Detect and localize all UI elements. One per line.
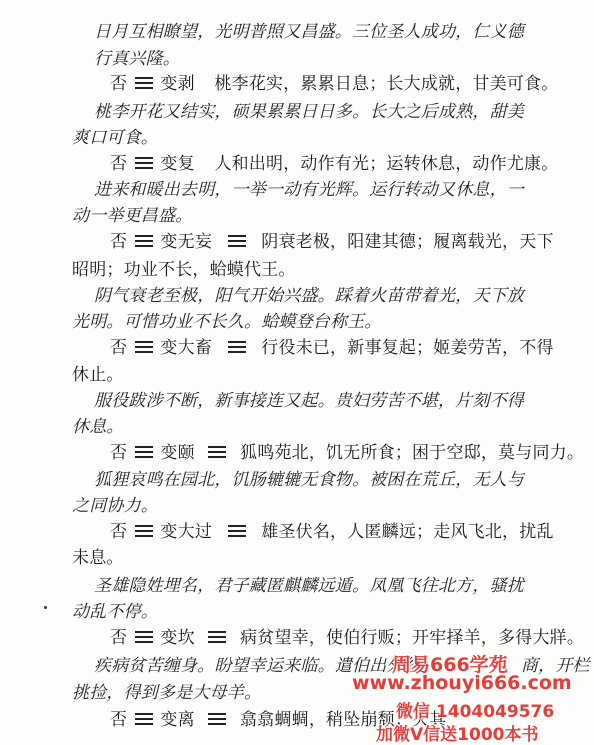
- hexagram-label: 否: [110, 338, 128, 358]
- verse-text: 桃李花实，累累日息；长大成就，甘美可食。: [214, 74, 559, 94]
- verse-text: 翕翕蜩蜩，稍坠崩颓；灭其: [240, 710, 447, 730]
- hexagram-name: 变颐: [160, 443, 195, 463]
- verse-line: [110, 74, 594, 94]
- hexagram-name: 变大过: [160, 522, 213, 542]
- verse-line: [110, 522, 594, 542]
- hexagram-symbol: [135, 341, 153, 354]
- hexagram-symbol-2: [228, 525, 246, 538]
- hexagram-label: 否: [110, 154, 128, 174]
- hexagram-symbol-2: [208, 631, 226, 644]
- watermark-site-name: 周易666学苑: [392, 654, 508, 676]
- verse-text: 阴衰老极，阳建其德；履离载光，天下: [261, 232, 554, 252]
- verse-line: 昭明；功业不长，蛤蟆代王。: [72, 260, 296, 280]
- hexagram-symbol-2: [228, 341, 246, 354]
- hexagram-name: 变离: [160, 710, 195, 730]
- hexagram-name: 变无妄: [160, 232, 213, 252]
- verse-line: 未息。: [72, 548, 124, 568]
- verse-text: 雄圣伏名，人匿麟远；走风飞北，扰乱: [261, 522, 554, 542]
- hexagram-symbol: [135, 446, 153, 459]
- text-line: 桃李开花又结实，硕果累累日日多。长大之后成熟，甜美: [94, 102, 524, 122]
- text-line: 动乱不停。: [72, 602, 158, 622]
- text-line: 光明。可惜功业不长久。蛤蟆登台称王。: [72, 312, 382, 332]
- hexagram-symbol: [135, 525, 153, 538]
- hexagram-label: 否: [110, 443, 128, 463]
- verse-text: 狐鸣苑北，饥无所食；困于空邸，莫与同力。: [240, 443, 585, 463]
- verse-line: [110, 232, 594, 252]
- hexagram-symbol: [135, 631, 153, 644]
- watermark-wechat: 微信 1404049576: [396, 702, 555, 722]
- text-line: 进来和暖出去明，一举一动有光辉。运行转动又休息，一: [94, 180, 524, 200]
- verse-text: 行役未已，新事复起；姬姜劳苦，不得: [261, 338, 554, 358]
- hexagram-symbol: [135, 77, 153, 90]
- text-fragment: 商，开栏: [520, 656, 590, 676]
- watermark-promo: 加微V信送1000本书: [376, 725, 539, 745]
- hexagram-label: 否: [110, 628, 128, 648]
- hexagram-symbol-2: [208, 446, 226, 459]
- watermark-url: www.zhouyi666.com: [352, 672, 572, 694]
- hexagram-symbol-2: [208, 713, 226, 726]
- hexagram-symbol-2: [228, 235, 246, 248]
- verse-line: [110, 338, 594, 358]
- text-line: 挑捡，得到多是大母羊。: [72, 683, 262, 703]
- verse-text: 病贫望幸，使伯行贩；开牢择羊，多得大牂。: [240, 628, 585, 648]
- hexagram-symbol: [135, 235, 153, 248]
- hexagram-label: 否: [110, 232, 128, 252]
- text-line: 休息。: [72, 417, 124, 437]
- text-line: 阴气衰老至极，阳气开始兴盛。踩着火苗带着光，天下放: [94, 286, 524, 306]
- hexagram-symbol: [135, 157, 153, 170]
- text-line: 动一举更昌盛。: [72, 206, 193, 226]
- hexagram-label: 否: [110, 710, 128, 730]
- text-line: 服役跋涉不断，新事接连又起。贵妇劳苦不堪，片刻不得: [94, 391, 524, 411]
- hexagram-symbol: [135, 713, 153, 726]
- verse-line: 休止。: [72, 365, 124, 385]
- text-fragment: 疾病贫苦缠身。盼望幸运来临。遣伯出外经: [94, 656, 421, 676]
- hexagram-name: 变复: [160, 154, 195, 174]
- text-line: 之同协力。: [72, 496, 158, 516]
- hexagram-name: 变坎: [160, 628, 195, 648]
- hexagram-name: 变大畜: [160, 338, 213, 358]
- verse-text: 人和出明，动作有光；运转休息，动作尤康。: [214, 154, 559, 174]
- verse-line: [110, 443, 594, 463]
- verse-line: [110, 154, 594, 174]
- text-line: 爽口可食。: [72, 128, 158, 148]
- hexagram-label: 否: [110, 74, 128, 94]
- speck: [44, 606, 47, 609]
- hexagram-label: 否: [110, 522, 128, 542]
- hexagram-name: 变剥: [160, 74, 195, 94]
- text-line: 狐狸哀鸣在园北，饥肠辘辘无食物。被困在荒丘，无人与: [94, 470, 524, 490]
- text-line: 行真兴隆。: [94, 49, 180, 69]
- text-line: 日月互相瞭望，光明普照又昌盛。三位圣人成功，仁义德: [94, 22, 524, 42]
- verse-line: [110, 628, 594, 648]
- text-line: 圣雄隐姓埋名，君子藏匿麒麟远遁。凤凰飞往北方，骚扰: [94, 576, 524, 596]
